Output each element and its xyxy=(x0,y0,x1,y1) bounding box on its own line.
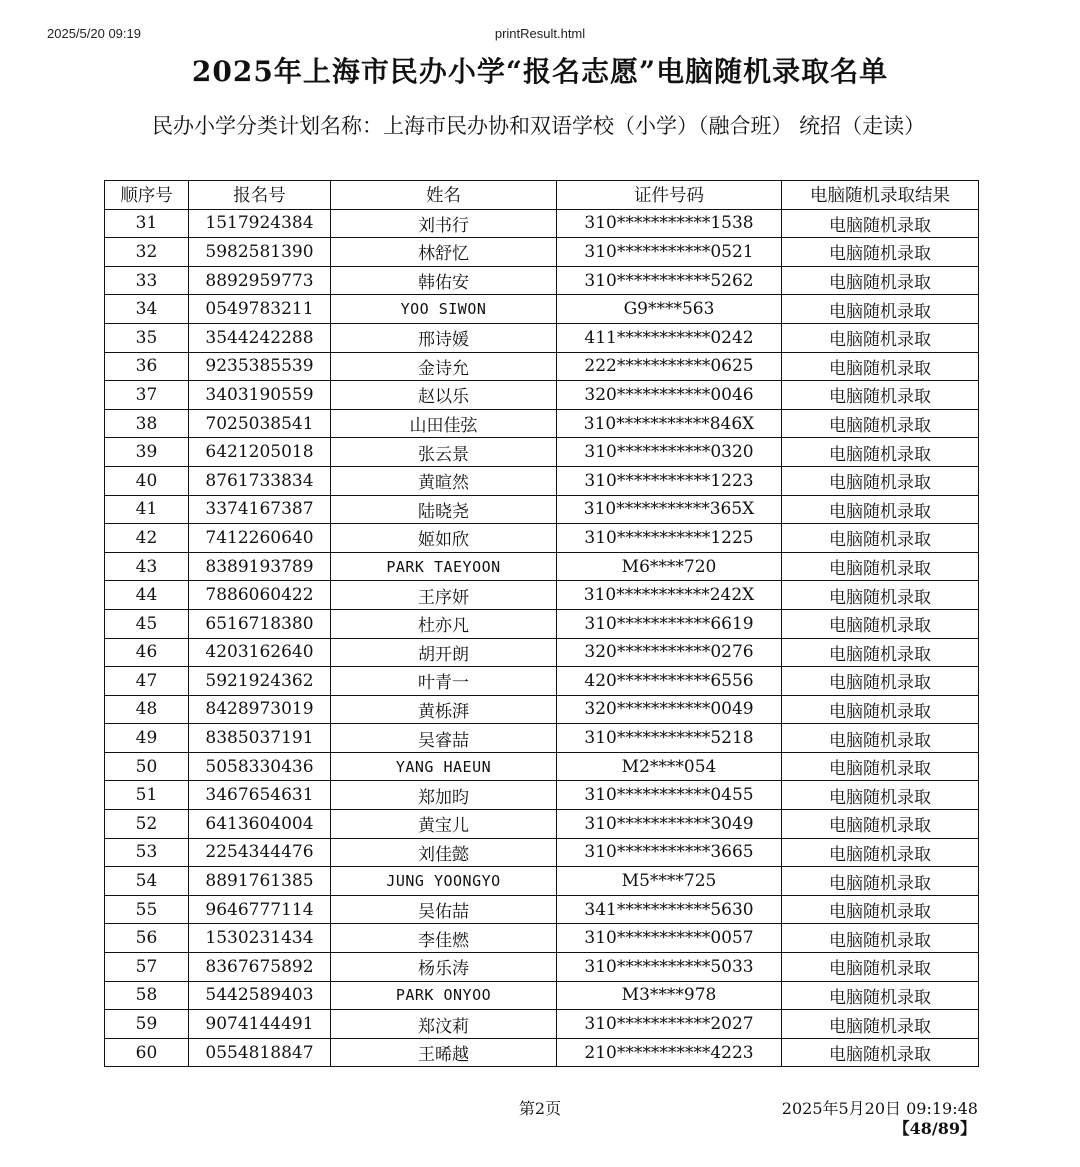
table-row xyxy=(105,752,979,781)
name-cell: 胡开朗 xyxy=(331,638,557,667)
table-row xyxy=(105,781,979,810)
page-number: 第2页 xyxy=(518,1099,562,1118)
seq-cell: 54 xyxy=(105,867,189,896)
name-cell: 赵以乐 xyxy=(331,381,557,410)
seq-cell: 50 xyxy=(105,752,189,781)
name-cell: 郑汶莉 xyxy=(331,1010,557,1039)
name-cell: 王晞越 xyxy=(331,1038,557,1067)
id-no-cell: 341***********5630 xyxy=(557,895,782,924)
result-cell: 电脑随机录取 xyxy=(782,981,979,1010)
name-cell: 郑加昀 xyxy=(331,781,557,810)
id-no-cell: 320***********0046 xyxy=(557,381,782,410)
reg-no-cell: 4203162640 xyxy=(189,638,331,667)
reg-no-cell: 5921924362 xyxy=(189,667,331,696)
reg-no-cell: 5058330436 xyxy=(189,752,331,781)
table-row xyxy=(105,638,979,667)
header-seq: 顺序号 xyxy=(105,181,189,210)
seq-cell: 38 xyxy=(105,409,189,438)
table-row xyxy=(105,495,979,524)
reg-no-cell: 6413604004 xyxy=(189,810,331,839)
result-cell: 电脑随机录取 xyxy=(782,838,979,867)
result-cell: 电脑随机录取 xyxy=(782,667,979,696)
id-no-cell: 420***********6556 xyxy=(557,667,782,696)
id-no-cell: 310***********0320 xyxy=(557,438,782,467)
result-cell: 电脑随机录取 xyxy=(782,209,979,238)
seq-cell: 40 xyxy=(105,466,189,495)
name-cell: 吴睿喆 xyxy=(331,724,557,753)
id-no-cell: 310***********1538 xyxy=(557,209,782,238)
reg-no-cell: 8389193789 xyxy=(189,552,331,581)
seq-cell: 34 xyxy=(105,295,189,324)
header-id-no: 证件号码 xyxy=(557,181,782,210)
seq-cell: 32 xyxy=(105,238,189,267)
id-no-cell: 310***********3665 xyxy=(557,838,782,867)
reg-no-cell: 6421205018 xyxy=(189,438,331,467)
reg-no-cell: 7886060422 xyxy=(189,581,331,610)
seq-cell: 53 xyxy=(105,838,189,867)
result-cell: 电脑随机录取 xyxy=(782,238,979,267)
seq-cell: 51 xyxy=(105,781,189,810)
seq-cell: 35 xyxy=(105,323,189,352)
reg-no-cell: 8385037191 xyxy=(189,724,331,753)
reg-no-cell: 8428973019 xyxy=(189,695,331,724)
name-cell: 黄暄然 xyxy=(331,466,557,495)
seq-cell: 45 xyxy=(105,609,189,638)
table-row xyxy=(105,381,979,410)
result-cell: 电脑随机录取 xyxy=(782,895,979,924)
table-row xyxy=(105,352,979,381)
reg-no-cell: 7025038541 xyxy=(189,409,331,438)
seq-cell: 48 xyxy=(105,695,189,724)
id-no-cell: M2****054 xyxy=(557,752,782,781)
print-datetime: 2025/5/20 09:19 xyxy=(47,26,141,41)
name-cell: 吴佑喆 xyxy=(331,895,557,924)
result-cell: 电脑随机录取 xyxy=(782,438,979,467)
seq-cell: 41 xyxy=(105,495,189,524)
seq-cell: 43 xyxy=(105,552,189,581)
reg-no-cell: 9646777114 xyxy=(189,895,331,924)
id-no-cell: 310***********365X xyxy=(557,495,782,524)
table-row xyxy=(105,1010,979,1039)
id-no-cell: 310***********1223 xyxy=(557,466,782,495)
table-row xyxy=(105,552,979,581)
name-cell: JUNG YOONGYO xyxy=(331,867,557,896)
seq-cell: 42 xyxy=(105,524,189,553)
reg-no-cell: 8892959773 xyxy=(189,266,331,295)
id-no-cell: 310***********5033 xyxy=(557,953,782,982)
reg-no-cell: 9074144491 xyxy=(189,1010,331,1039)
id-no-cell: M3****978 xyxy=(557,981,782,1010)
reg-no-cell: 3467654631 xyxy=(189,781,331,810)
id-no-cell: 310***********5218 xyxy=(557,724,782,753)
id-no-cell: 310***********6619 xyxy=(557,609,782,638)
result-cell: 电脑随机录取 xyxy=(782,524,979,553)
name-cell: 山田佳弦 xyxy=(331,409,557,438)
footer-datetime: 2025年5月20日 09:19:48 xyxy=(781,1099,978,1118)
reg-no-cell: 8761733834 xyxy=(189,466,331,495)
result-cell: 电脑随机录取 xyxy=(782,495,979,524)
table-body xyxy=(105,209,979,1067)
reg-no-cell: 8367675892 xyxy=(189,953,331,982)
seq-cell: 37 xyxy=(105,381,189,410)
name-cell: 王序妍 xyxy=(331,581,557,610)
reg-no-cell: 7412260640 xyxy=(189,524,331,553)
result-cell: 电脑随机录取 xyxy=(782,867,979,896)
id-no-cell: 310***********0455 xyxy=(557,781,782,810)
result-cell: 电脑随机录取 xyxy=(782,352,979,381)
id-no-cell: 310***********2027 xyxy=(557,1010,782,1039)
name-cell: 金诗允 xyxy=(331,352,557,381)
table-row xyxy=(105,924,979,953)
result-cell: 电脑随机录取 xyxy=(782,552,979,581)
seq-cell: 59 xyxy=(105,1010,189,1039)
id-no-cell: 310***********0057 xyxy=(557,924,782,953)
page-title: 2025年上海市民办小学“报名志愿”电脑随机录取名单 xyxy=(191,55,889,88)
header-name: 姓名 xyxy=(331,181,557,210)
seq-cell: 57 xyxy=(105,953,189,982)
reg-no-cell: 0549783211 xyxy=(189,295,331,324)
id-no-cell: 210***********4223 xyxy=(557,1038,782,1067)
table-row xyxy=(105,981,979,1010)
header-result: 电脑随机录取结果 xyxy=(782,181,979,210)
reg-no-cell: 3374167387 xyxy=(189,495,331,524)
name-cell: 刘佳懿 xyxy=(331,838,557,867)
id-no-cell: 310***********3049 xyxy=(557,810,782,839)
id-no-cell: 411***********0242 xyxy=(557,323,782,352)
name-cell: 杨乐涛 xyxy=(331,953,557,982)
reg-no-cell: 1517924384 xyxy=(189,209,331,238)
name-cell: 张云景 xyxy=(331,438,557,467)
table-row xyxy=(105,667,979,696)
seq-cell: 33 xyxy=(105,266,189,295)
reg-no-cell: 0554818847 xyxy=(189,1038,331,1067)
result-cell: 电脑随机录取 xyxy=(782,953,979,982)
table-row xyxy=(105,409,979,438)
table-row xyxy=(105,867,979,896)
result-cell: 电脑随机录取 xyxy=(782,323,979,352)
result-cell: 电脑随机录取 xyxy=(782,381,979,410)
reg-no-cell: 6516718380 xyxy=(189,609,331,638)
table-row xyxy=(105,581,979,610)
name-cell: 杜亦凡 xyxy=(331,609,557,638)
admission-table xyxy=(104,180,979,1067)
table-row xyxy=(105,838,979,867)
result-cell: 电脑随机录取 xyxy=(782,695,979,724)
seq-cell: 36 xyxy=(105,352,189,381)
table-row xyxy=(105,295,979,324)
id-no-cell: 320***********0049 xyxy=(557,695,782,724)
id-no-cell: 310***********5262 xyxy=(557,266,782,295)
table-row xyxy=(105,1038,979,1067)
footer-count: 【48/89】 xyxy=(893,1119,976,1138)
result-cell: 电脑随机录取 xyxy=(782,924,979,953)
name-cell: 黄栎湃 xyxy=(331,695,557,724)
result-cell: 电脑随机录取 xyxy=(782,409,979,438)
reg-no-cell: 3544242288 xyxy=(189,323,331,352)
name-cell: 姬如欣 xyxy=(331,524,557,553)
name-cell: 韩佑安 xyxy=(331,266,557,295)
table-row xyxy=(105,266,979,295)
result-cell: 电脑随机录取 xyxy=(782,466,979,495)
result-cell: 电脑随机录取 xyxy=(782,810,979,839)
seq-cell: 60 xyxy=(105,1038,189,1067)
name-cell: 叶青一 xyxy=(331,667,557,696)
id-no-cell: G9****563 xyxy=(557,295,782,324)
result-cell: 电脑随机录取 xyxy=(782,581,979,610)
result-cell: 电脑随机录取 xyxy=(782,1010,979,1039)
result-cell: 电脑随机录取 xyxy=(782,295,979,324)
reg-no-cell: 2254344476 xyxy=(189,838,331,867)
name-cell: 陆晓尧 xyxy=(331,495,557,524)
table-row xyxy=(105,323,979,352)
name-cell: 林舒忆 xyxy=(331,238,557,267)
table-header-row xyxy=(105,181,979,210)
table-row xyxy=(105,810,979,839)
id-no-cell: 310***********0521 xyxy=(557,238,782,267)
name-cell: 李佳燃 xyxy=(331,924,557,953)
result-cell: 电脑随机录取 xyxy=(782,781,979,810)
seq-cell: 56 xyxy=(105,924,189,953)
reg-no-cell: 8891761385 xyxy=(189,867,331,896)
print-filename: printResult.html xyxy=(494,26,586,41)
table-row xyxy=(105,895,979,924)
seq-cell: 39 xyxy=(105,438,189,467)
reg-no-cell: 5982581390 xyxy=(189,238,331,267)
result-cell: 电脑随机录取 xyxy=(782,266,979,295)
name-cell: PARK ONYOO xyxy=(331,981,557,1010)
name-cell: 刘书行 xyxy=(331,209,557,238)
plan-name: 民办小学分类计划名称：上海市民办协和双语学校（小学）（融合班） 统招（走读） xyxy=(152,114,926,138)
seq-cell: 49 xyxy=(105,724,189,753)
reg-no-cell: 1530231434 xyxy=(189,924,331,953)
seq-cell: 47 xyxy=(105,667,189,696)
seq-cell: 55 xyxy=(105,895,189,924)
seq-cell: 58 xyxy=(105,981,189,1010)
id-no-cell: 310***********846X xyxy=(557,409,782,438)
result-cell: 电脑随机录取 xyxy=(782,638,979,667)
name-cell: 邢诗媛 xyxy=(331,323,557,352)
seq-cell: 46 xyxy=(105,638,189,667)
id-no-cell: 310***********1225 xyxy=(557,524,782,553)
seq-cell: 44 xyxy=(105,581,189,610)
table-row xyxy=(105,609,979,638)
id-no-cell: 222***********0625 xyxy=(557,352,782,381)
table-row xyxy=(105,466,979,495)
id-no-cell: M5****725 xyxy=(557,867,782,896)
seq-cell: 52 xyxy=(105,810,189,839)
reg-no-cell: 9235385539 xyxy=(189,352,331,381)
result-cell: 电脑随机录取 xyxy=(782,1038,979,1067)
table-row xyxy=(105,438,979,467)
name-cell: 黄宝儿 xyxy=(331,810,557,839)
result-cell: 电脑随机录取 xyxy=(782,752,979,781)
table-row xyxy=(105,724,979,753)
reg-no-cell: 5442589403 xyxy=(189,981,331,1010)
name-cell: PARK TAEYOON xyxy=(331,552,557,581)
name-cell: YANG HAEUN xyxy=(331,752,557,781)
table-row xyxy=(105,953,979,982)
id-no-cell: 320***********0276 xyxy=(557,638,782,667)
table-row xyxy=(105,524,979,553)
id-no-cell: M6****720 xyxy=(557,552,782,581)
seq-cell: 31 xyxy=(105,209,189,238)
table-row xyxy=(105,695,979,724)
header-reg-no: 报名号 xyxy=(189,181,331,210)
reg-no-cell: 3403190559 xyxy=(189,381,331,410)
table-row xyxy=(105,209,979,238)
table-row xyxy=(105,238,979,267)
name-cell: YOO SIWON xyxy=(331,295,557,324)
result-cell: 电脑随机录取 xyxy=(782,724,979,753)
id-no-cell: 310***********242X xyxy=(557,581,782,610)
result-cell: 电脑随机录取 xyxy=(782,609,979,638)
